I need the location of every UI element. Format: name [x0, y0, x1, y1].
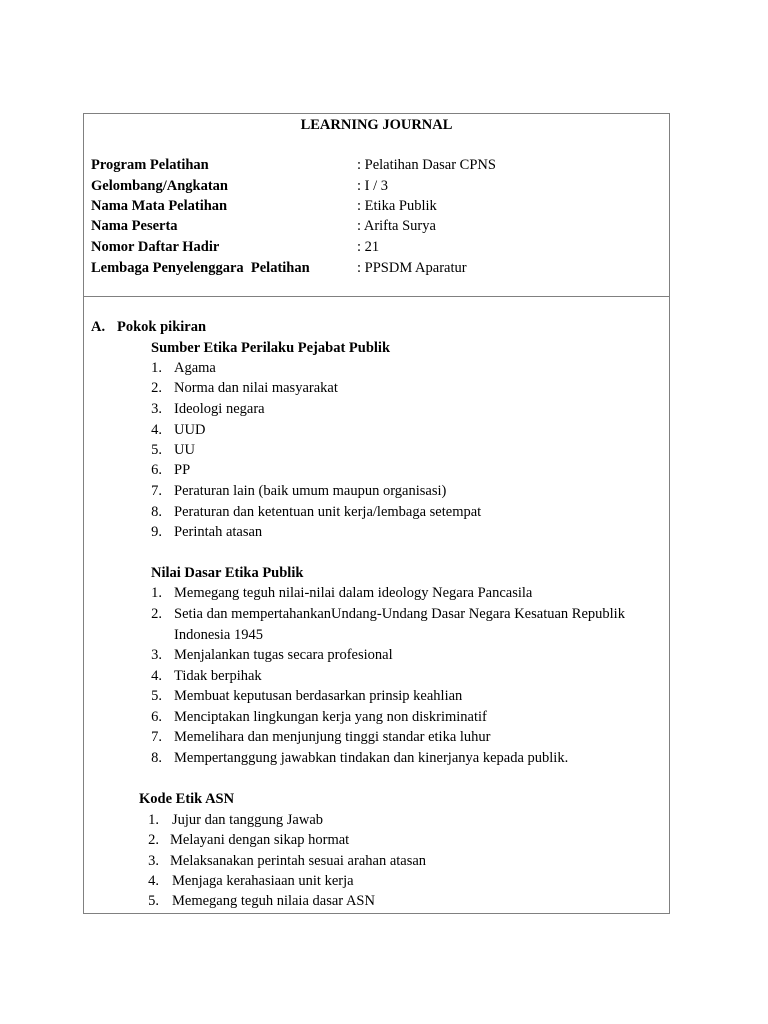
- meta-value: : Arifta Surya: [357, 218, 436, 234]
- meta-value: : PPSDM Aparatur: [357, 260, 467, 276]
- list-number: 6.: [151, 462, 162, 478]
- list-number: 2.: [151, 380, 162, 396]
- meta-label: Nama Peserta: [91, 218, 178, 234]
- list-number: 8.: [151, 504, 162, 520]
- page-title: LEARNING JOURNAL: [300, 117, 453, 133]
- kode-heading: Kode Etik ASN: [139, 791, 235, 807]
- list-number: 7.: [151, 729, 162, 745]
- nilai-heading: Nilai Dasar Etika Publik: [151, 565, 304, 581]
- list-item: UUD: [174, 422, 206, 438]
- list-item: Melayani dengan sikap hormat: [170, 832, 350, 848]
- list-item: Memegang teguh nilaia dasar ASN: [172, 893, 375, 909]
- list-number: 3.: [148, 853, 159, 869]
- list-number: 3.: [151, 401, 162, 417]
- meta-label: Program Pelatihan: [91, 157, 209, 173]
- list-number: 6.: [151, 709, 162, 725]
- list-item: Mempertanggung jawabkan tindakan dan kinerjanya kepada publik.: [174, 750, 569, 766]
- list-number: 4.: [148, 873, 159, 889]
- list-item: PP: [174, 462, 191, 478]
- meta-label: Nama Mata Pelatihan: [91, 198, 228, 214]
- list-item-continuation: Indonesia 1945: [174, 627, 263, 643]
- meta-value: : I / 3: [357, 178, 389, 194]
- list-item: Agama: [174, 360, 216, 376]
- list-item: Menjaga kerahasiaan unit kerja: [172, 873, 354, 889]
- list-item: UU: [174, 442, 195, 458]
- list-number: 4.: [151, 422, 162, 438]
- meta-value: : 21: [357, 239, 380, 255]
- list-number: 8.: [151, 750, 162, 766]
- list-item: Peraturan dan ketentuan unit kerja/lembaga setempat: [174, 504, 482, 520]
- list-item: Menciptakan lingkungan kerja yang non diskriminatif: [174, 709, 487, 725]
- list-item: Tidak berpihak: [174, 668, 262, 684]
- list-number: 1.: [151, 360, 162, 376]
- section-heading: Pokok pikiran: [117, 319, 207, 335]
- list-item: Peraturan lain (baik umum maupun organisasi): [174, 483, 447, 499]
- list-number: 5.: [148, 893, 159, 909]
- list-number: 3.: [151, 647, 162, 663]
- list-item: Setia dan mempertahankanUndang-Undang Dasar Negara Kesatuan Republik: [174, 606, 625, 622]
- section-marker: A.: [91, 319, 106, 335]
- list-item: Menjalankan tugas secara profesional: [174, 647, 393, 663]
- list-item: Melaksanakan perintah sesuai arahan atasan: [170, 853, 427, 869]
- list-number: 2.: [148, 832, 159, 848]
- list-item: Jujur dan tanggung Jawab: [172, 812, 324, 828]
- list-number: 2.: [151, 606, 162, 622]
- meta-label: Lembaga Penyelenggara Pelatihan: [91, 260, 310, 276]
- list-number: 7.: [151, 483, 162, 499]
- meta-label: Nomor Daftar Hadir: [91, 239, 220, 255]
- list-number: 5.: [151, 688, 162, 704]
- section-divider: [84, 296, 669, 297]
- journal-frame: [83, 113, 670, 914]
- list-number: 1.: [148, 812, 159, 828]
- meta-label: Gelombang/Angkatan: [91, 178, 228, 194]
- sumber-heading: Sumber Etika Perilaku Pejabat Publik: [151, 340, 391, 356]
- list-number: 1.: [151, 585, 162, 601]
- meta-value: : Etika Publik: [357, 198, 437, 214]
- meta-value: : Pelatihan Dasar CPNS: [357, 157, 496, 173]
- list-item: Ideologi negara: [174, 401, 265, 417]
- list-number: 9.: [151, 524, 162, 540]
- list-number: 5.: [151, 442, 162, 458]
- list-item: Perintah atasan: [174, 524, 263, 540]
- list-item: Memegang teguh nilai-nilai dalam ideology Negara Pancasila: [174, 585, 533, 601]
- list-item: Membuat keputusan berdasarkan prinsip keahlian: [174, 688, 463, 704]
- list-item: Memelihara dan menjunjung tinggi standar etika luhur: [174, 729, 491, 745]
- list-number: 4.: [151, 668, 162, 684]
- list-item: Norma dan nilai masyarakat: [174, 380, 338, 396]
